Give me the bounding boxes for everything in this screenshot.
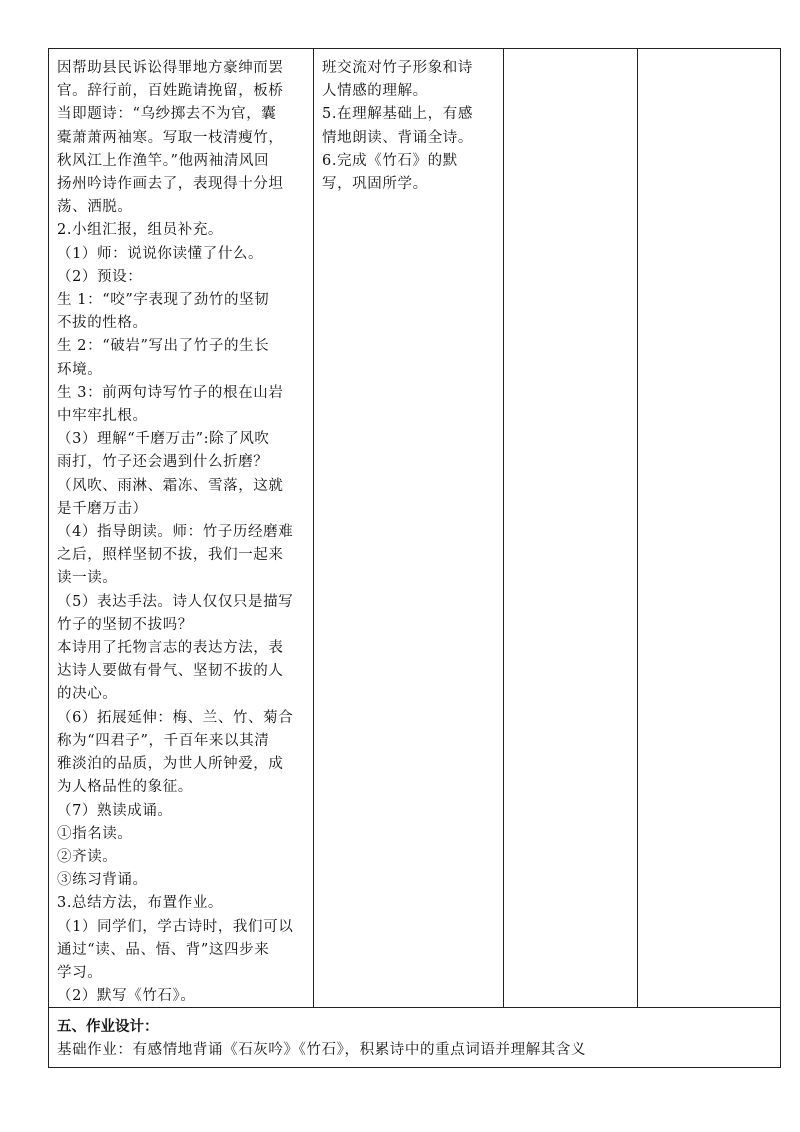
homework-text: 基础作业：有感情地背诵《石灰吟》《竹石》，积累诗中的重点词语并理解其含义 bbox=[57, 1042, 587, 1058]
text-line: 中牢牢扎根。 bbox=[57, 408, 148, 425]
text-line: ①指名读。 bbox=[57, 825, 133, 842]
text-line: 的决心。 bbox=[57, 686, 118, 703]
text-line: 环境。 bbox=[57, 361, 103, 378]
text-line: （7）熟读成诵。 bbox=[57, 802, 173, 819]
text-line: ③练习背诵。 bbox=[57, 872, 148, 889]
text-line: 3.总结方法，布置作业。 bbox=[57, 895, 224, 912]
text-line: 称为“四君子”，千百年来以其清 bbox=[57, 732, 270, 749]
text-line: （4）指导朗读。师：竹子历经磨难 bbox=[57, 524, 294, 541]
text-line: 本诗用了托物言志的表达方法，表 bbox=[57, 640, 284, 657]
text-line: 竹子的坚韧不拔吗？ bbox=[57, 616, 193, 633]
text-line: 雅淡泊的品质，为世人所钟爱，成 bbox=[57, 756, 284, 773]
text-line: （1）同学们，学古诗时，我们可以 bbox=[57, 918, 294, 935]
text-line: （2）默写《竹石》。 bbox=[57, 988, 196, 1005]
text-line: 学习。 bbox=[57, 964, 103, 981]
text-line: ②齐读。 bbox=[57, 848, 118, 865]
text-line: （风吹、雨淋、霜冻、雪落，这就 bbox=[57, 477, 284, 494]
text-line: 因帮助县民诉讼得罪地方豪绅而罢 bbox=[57, 60, 284, 76]
text-line: 情地朗读、背诵全诗。 bbox=[322, 129, 473, 146]
text-line: 雨打，竹子还会遇到什么折磨？ bbox=[57, 454, 269, 471]
text-line: 扬州吟诗作画去了，表现得十分坦 bbox=[57, 176, 284, 193]
empty-cell bbox=[504, 48, 638, 1007]
text-line: 生 3：前两句诗写竹子的根在山岩 bbox=[57, 384, 284, 401]
text-line: 通过“读、品、悟、背”这四步来 bbox=[57, 941, 270, 958]
text-line: （3）理解“千磨万击”:除了风吹 bbox=[57, 431, 270, 448]
text-line: 为人格品性的象征。 bbox=[57, 779, 193, 796]
text-line: 2.小组汇报，组员补充。 bbox=[57, 222, 224, 239]
text-line: 达诗人要做有骨气、坚韧不拔的人 bbox=[57, 663, 284, 680]
student-activity-cell bbox=[314, 48, 504, 1007]
text-line: 是千磨万击） bbox=[57, 500, 148, 517]
text-line: 秋风江上作渔竿。”他两袖清风回 bbox=[57, 152, 270, 169]
text-line: 橐萧萧两袖寒。写取一枝清瘦竹， bbox=[57, 129, 284, 146]
text-line: 官。辞行前，百姓跪请挽留，板桥 bbox=[57, 83, 284, 100]
empty-cell bbox=[638, 48, 781, 1007]
text-line: 读一读。 bbox=[57, 570, 118, 587]
teaching-process-text bbox=[57, 57, 307, 1008]
text-line: （5）表达手法。诗人仅仅只是描写 bbox=[57, 593, 294, 610]
homework-section bbox=[48, 1007, 781, 1068]
text-line: 不拔的性格。 bbox=[57, 315, 148, 332]
text-line: （2）预设： bbox=[57, 268, 143, 285]
table-row bbox=[48, 48, 781, 1007]
text-line: 人情感的理解。 bbox=[322, 83, 428, 100]
text-line: 写，巩固所学。 bbox=[322, 176, 428, 193]
text-line: 生 1：“咬”字表现了劲竹的坚韧 bbox=[57, 292, 270, 309]
lesson-plan-table bbox=[48, 48, 781, 1068]
text-line: 荡、洒脱。 bbox=[57, 199, 133, 216]
text-line: 5.在理解基础上，有感 bbox=[322, 106, 473, 123]
text-line: （6）拓展延伸：梅、兰、竹、菊合 bbox=[57, 709, 294, 726]
text-line: 之后，照样坚韧不拔，我们一起来 bbox=[57, 547, 284, 564]
text-line: （1）师：说说你读懂了什么。 bbox=[57, 245, 264, 262]
teaching-process-cell bbox=[48, 48, 314, 1007]
text-line: 当即题诗：“乌纱掷去不为官，囊 bbox=[57, 106, 277, 123]
student-activity-text bbox=[322, 57, 497, 196]
text-line: 生 2：“破岩”写出了竹子的生长 bbox=[57, 338, 270, 355]
homework-heading: 五、作业设计： bbox=[57, 1019, 159, 1035]
text-line: 6.完成《竹石》的默 bbox=[322, 152, 458, 169]
text-line: 班交流对竹子形象和诗 bbox=[322, 60, 473, 76]
